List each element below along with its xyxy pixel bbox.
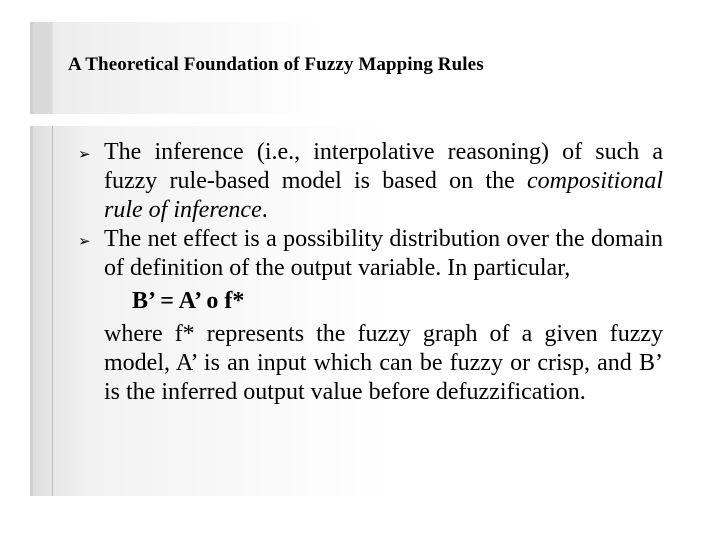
bullet-text-1 bbox=[104, 138, 663, 225]
slide-content bbox=[78, 138, 663, 407]
bullet-item-1 bbox=[78, 138, 663, 225]
formula: B’ = A’ o f* bbox=[132, 288, 245, 314]
bullet-text-2 bbox=[104, 225, 663, 407]
bullet-item-2 bbox=[78, 225, 663, 407]
bullet-1-plain: The inference (i.e., interpolative reasoning) of such a fuzzy rule-based model is based on the bbox=[104, 139, 663, 194]
bullet-1-end: . bbox=[261, 197, 268, 223]
arrow-bullet-icon: ➢ bbox=[78, 145, 91, 163]
arrow-bullet-icon: ➢ bbox=[78, 232, 91, 250]
bullet-2-text: The net effect is a possibility distribution over the domain of definition of the output variable. In particular, bbox=[104, 226, 663, 281]
formula-explanation: where f* represents the fuzzy graph of a given fuzzy model, A’ is an input which can be fuzzy or crisp, and B’ is the inferred output value before defuzzification. bbox=[104, 321, 663, 405]
bullet-1-italic: compositional rule of inference bbox=[104, 168, 663, 223]
slide-title: A Theoretical Foundation of Fuzzy Mapping Rules bbox=[68, 54, 484, 75]
